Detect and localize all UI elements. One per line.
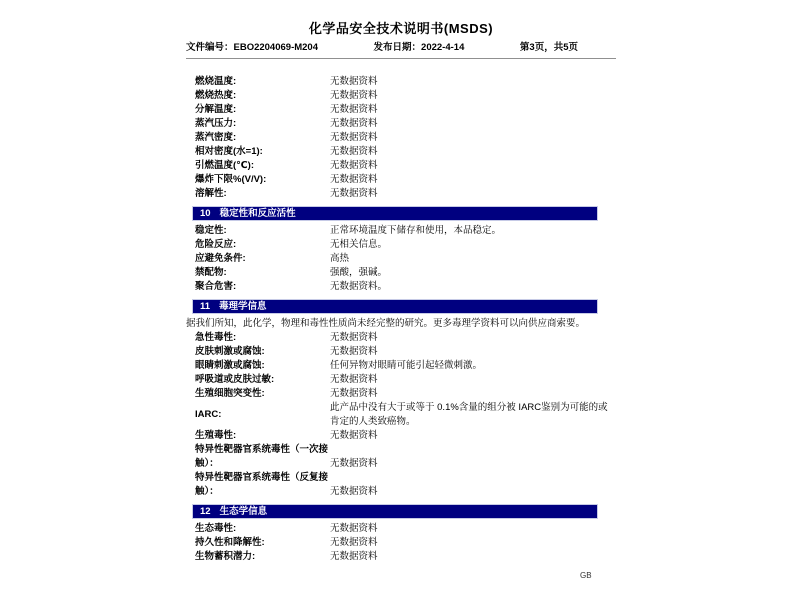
field-value: 任何异物对眼睛可能引起轻微刺激。 xyxy=(330,360,483,371)
section-title: 毒理学信息 xyxy=(219,301,267,312)
field-row xyxy=(186,373,616,387)
field-value: 高热 xyxy=(330,253,350,264)
field-value: 无数据资料 xyxy=(330,104,378,115)
field-label: 溶解性: xyxy=(195,188,227,199)
section-header-bar xyxy=(192,206,598,221)
document-header-row xyxy=(186,42,616,59)
field-label: 生殖毒性: xyxy=(195,430,237,441)
field-label: 爆炸下限%(V/V): xyxy=(195,174,267,185)
field-value: 无数据资料 xyxy=(330,90,378,101)
field-value: 无数据资料 xyxy=(330,118,378,129)
field-row xyxy=(186,252,616,266)
field-label: 禁配物: xyxy=(195,267,227,278)
field-row xyxy=(186,471,616,499)
issue-date: 发布日期：2022-4-14 xyxy=(373,42,465,53)
field-row xyxy=(186,401,616,429)
field-value: 无数据资料 xyxy=(330,188,378,199)
page-indicator: 第3页，共5页 xyxy=(519,42,578,53)
field-row xyxy=(186,224,616,238)
document-sections xyxy=(186,75,616,564)
field-value: 无数据资料 xyxy=(330,374,378,385)
section-header-bar xyxy=(192,299,598,314)
field-value: 无数据资料 xyxy=(330,132,378,143)
field-value: 无数据资料 xyxy=(330,76,378,87)
field-label: IARC: xyxy=(195,409,222,420)
section xyxy=(186,299,616,499)
section-number: 10 xyxy=(200,208,211,219)
section-number: 12 xyxy=(200,506,211,517)
field-row xyxy=(186,173,616,187)
field-row xyxy=(186,359,616,373)
field-label: 特异性靶器官系统毒性（一次接触）： xyxy=(195,444,329,469)
field-label: 蒸汽压力: xyxy=(195,118,237,129)
field-value: 无数据资料 xyxy=(330,523,378,534)
section-header-bar xyxy=(192,504,598,519)
field-value: 无数据资料 xyxy=(330,458,378,469)
field-label: 急性毒性: xyxy=(195,332,237,343)
section-title: 生态学信息 xyxy=(219,506,268,517)
field-value: 无数据资料 xyxy=(330,346,378,357)
field-value: 无相关信息。 xyxy=(330,239,388,250)
field-row xyxy=(186,117,616,131)
field-row xyxy=(186,331,616,345)
field-row xyxy=(186,187,616,201)
field-label: 生殖细胞突变性: xyxy=(195,388,265,399)
field-label: 生态毒性: xyxy=(195,523,237,534)
field-row xyxy=(186,387,616,401)
section-number: 11 xyxy=(200,301,211,312)
field-row xyxy=(186,266,616,280)
field-label: 燃烧热度: xyxy=(195,90,237,101)
field-label: 蒸汽密度: xyxy=(195,132,237,143)
field-row xyxy=(186,280,616,294)
field-row xyxy=(186,238,616,252)
field-row xyxy=(186,536,616,550)
field-label: 分解温度: xyxy=(195,104,237,115)
field-row xyxy=(186,429,616,443)
field-label: 呼吸道或皮肤过敏: xyxy=(195,374,275,385)
field-label: 燃烧温度: xyxy=(195,76,237,87)
field-value: 无数据资料 xyxy=(330,486,378,497)
field-value: 此产品中没有大于或等于 0.1%含量的组分被 IARC鉴别为可能的或肯定的人类致癌物。 xyxy=(330,402,608,427)
field-value: 无数据资料 xyxy=(330,174,378,185)
section-title: 稳定性和反应活性 xyxy=(219,208,296,219)
field-row xyxy=(186,103,616,117)
field-row xyxy=(186,89,616,103)
field-label: 引燃温度(℃): xyxy=(195,160,254,171)
section xyxy=(186,75,616,201)
field-value: 无数据资料 xyxy=(330,146,378,157)
field-label: 应避免条件: xyxy=(195,253,246,264)
field-value: 无数据资料 xyxy=(330,430,378,441)
field-value: 强酸，强碱。 xyxy=(330,267,388,278)
field-value: 无数据资料 xyxy=(330,388,378,399)
field-label: 皮肤刺激或腐蚀: xyxy=(195,346,265,357)
section-intro-text: 据我们所知，此化学，物理和毒性性质尚未经完整的研究。更多毒理学资料可以向供应商索要。 xyxy=(186,318,586,329)
section xyxy=(186,504,616,564)
field-label: 稳定性: xyxy=(195,225,227,236)
field-value: 无数据资料 xyxy=(330,160,378,171)
field-label: 特异性靶器官系统毒性（反复接触）： xyxy=(195,472,329,497)
field-label: 持久性和降解性: xyxy=(195,537,265,548)
section xyxy=(186,206,616,294)
field-row xyxy=(186,550,616,564)
field-value: 无数据资料 xyxy=(330,537,378,548)
field-value: 无数据资料 xyxy=(330,551,378,562)
field-value: 无数据资料 xyxy=(330,332,378,343)
document-title: 化学品安全技术说明书(MSDS) xyxy=(308,21,494,36)
field-row xyxy=(186,131,616,145)
field-label: 聚合危害: xyxy=(195,281,237,292)
field-label: 相对密度(水=1): xyxy=(195,146,263,157)
field-row xyxy=(186,145,616,159)
field-value: 无数据资料。 xyxy=(330,281,388,292)
document-content xyxy=(186,20,616,564)
field-row xyxy=(186,75,616,89)
field-row xyxy=(186,345,616,359)
field-label: 眼睛刺激或腐蚀: xyxy=(195,360,265,371)
field-row xyxy=(186,159,616,173)
footer-gb-mark: GB xyxy=(580,571,592,580)
field-label: 生物蓄积潜力: xyxy=(195,551,256,562)
field-row xyxy=(186,443,616,471)
document-number: 文件编号：EBO2204069-M204 xyxy=(186,42,318,53)
field-value: 正常环境温度下储存和使用，本品稳定。 xyxy=(330,225,502,236)
field-label: 危险反应: xyxy=(195,239,237,250)
field-row xyxy=(186,522,616,536)
